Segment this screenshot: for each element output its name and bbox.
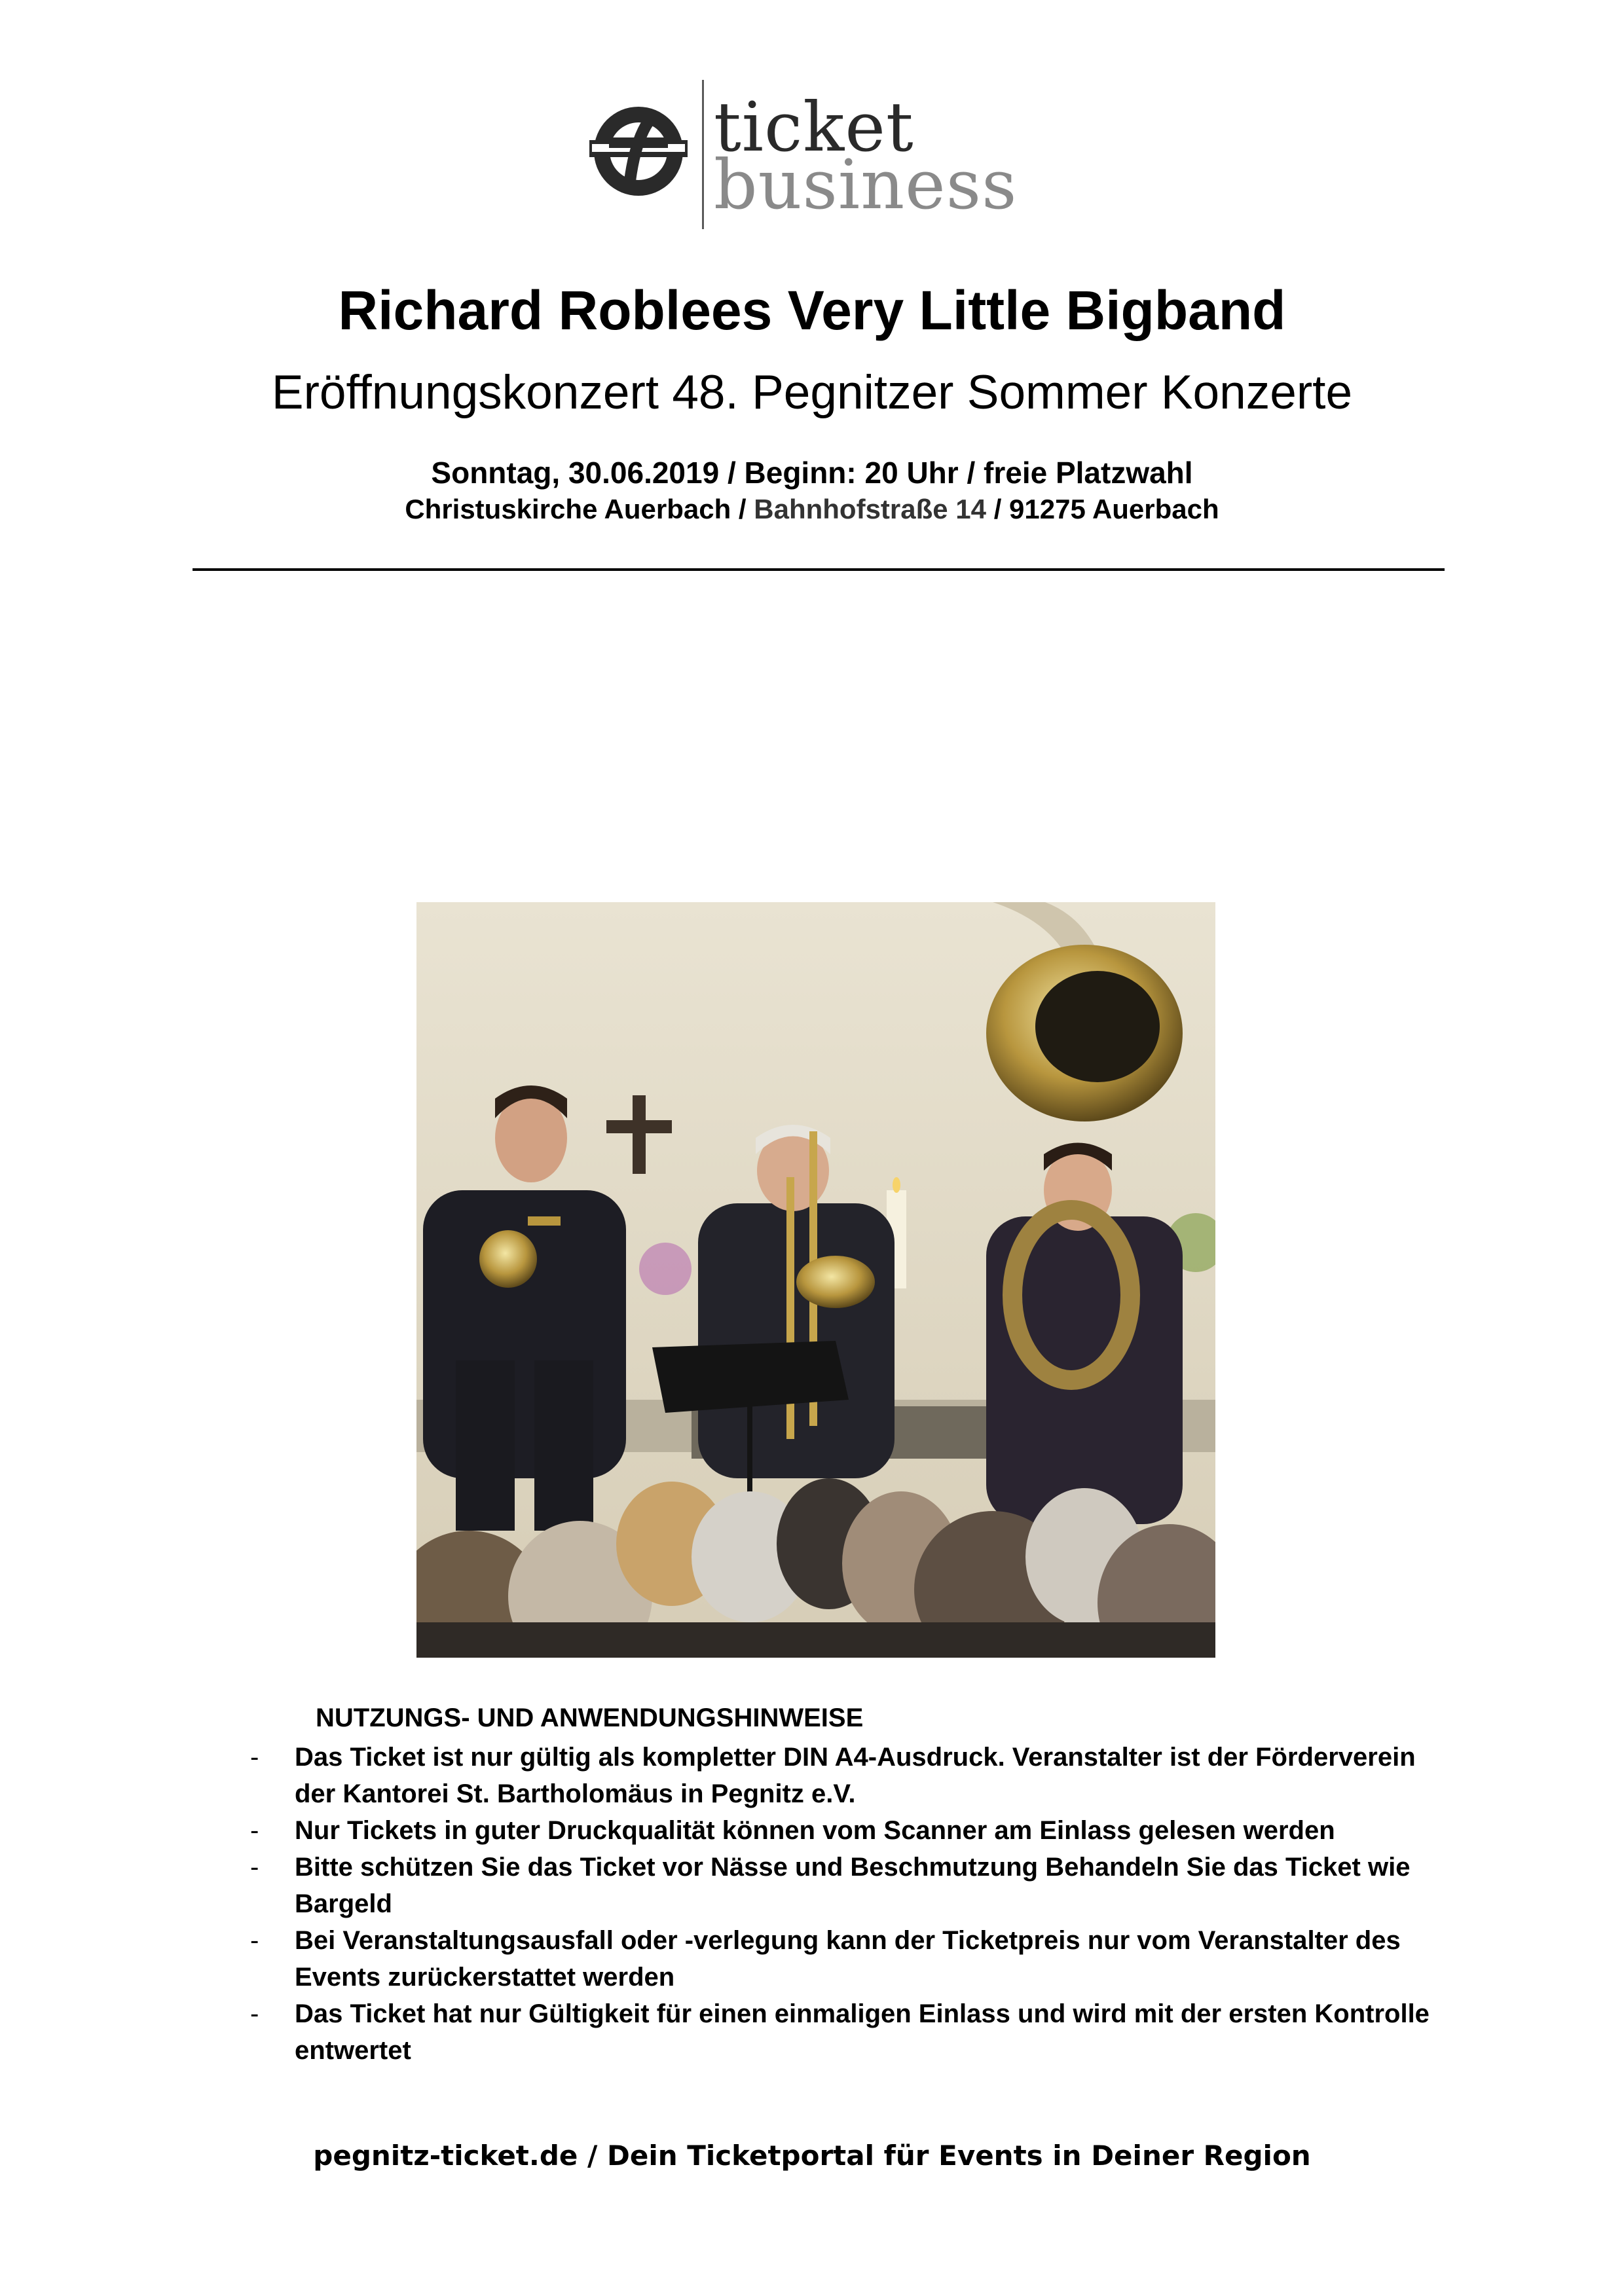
ticketbusiness-logo — [589, 77, 1018, 234]
list-item-text: Nur Tickets in guter Druckqualität können vom Scanner am Einlass gelesen werden — [295, 1816, 1335, 1845]
list-item-text: Das Ticket ist nur gültig als kompletter DIN A4-Ausdruck. Veranstalter ist der Förderverein der Kantorei St. Bartholomäus in Pegnitz e.V. — [295, 1743, 1416, 1808]
list-item — [242, 1922, 1447, 1995]
notes-list — [242, 1739, 1447, 2069]
list-bullet: - — [250, 1999, 259, 2028]
venue-name: Christuskirche Auerbach — [405, 494, 731, 524]
concert-photo-brass-trio — [416, 902, 1215, 1658]
list-item — [242, 1849, 1447, 1922]
logo-word-business: business — [714, 145, 1018, 225]
ticketbusiness-t-logo-icon — [589, 102, 688, 200]
footer-portal-link: pegnitz-ticket.de / Dein Ticketportal für Events in Deiner Region — [313, 2140, 1311, 2172]
venue-separator: / — [731, 494, 754, 524]
list-bullet: - — [250, 1926, 259, 1955]
event-subtitle: Eröffnungskonzert 48. Pegnitzer Sommer Konzerte — [271, 366, 1353, 419]
logo-divider — [702, 80, 704, 229]
event-date-line: Sonntag, 30.06.2019 / Beginn: 20 Uhr / freie Platzwahl — [431, 456, 1193, 490]
venue-street: Bahnhofstraße 14 — [754, 494, 987, 524]
sousaphone-player-figure — [986, 945, 1183, 1524]
notes-heading: NUTZUNGS- UND ANWENDUNGSHINWEISE — [316, 1704, 864, 1732]
venue-separator: / — [986, 494, 1010, 524]
list-bullet: - — [250, 1816, 259, 1845]
list-item-text: Das Ticket hat nur Gültigkeit für einen einmaligen Einlass und wird mit der ersten Kontrolle entwertet — [295, 1999, 1430, 2065]
concert-photo — [416, 902, 1215, 1658]
list-item — [242, 1739, 1447, 1812]
list-item — [242, 1812, 1447, 1849]
event-venue-line — [0, 494, 1624, 524]
event-title: Richard Roblees Very Little Bigband — [338, 280, 1286, 341]
logo-word-ticket: ticket — [714, 87, 914, 167]
list-bullet: - — [250, 1743, 259, 1772]
list-item-text: Bitte schützen Sie das Ticket vor Nässe und Beschmutzung Behandeln Sie das Ticket wie Bargeld — [295, 1853, 1411, 1918]
list-item-text: Bei Veranstaltungsausfall oder -verlegung kann der Ticketpreis nur vom Veranstalter des Events zurückerstattet werden — [295, 1926, 1401, 1992]
venue-city: 91275 Auerbach — [1009, 494, 1219, 524]
list-bullet: - — [250, 1853, 259, 1882]
list-item — [242, 1995, 1447, 2069]
divider-line — [193, 568, 1445, 571]
